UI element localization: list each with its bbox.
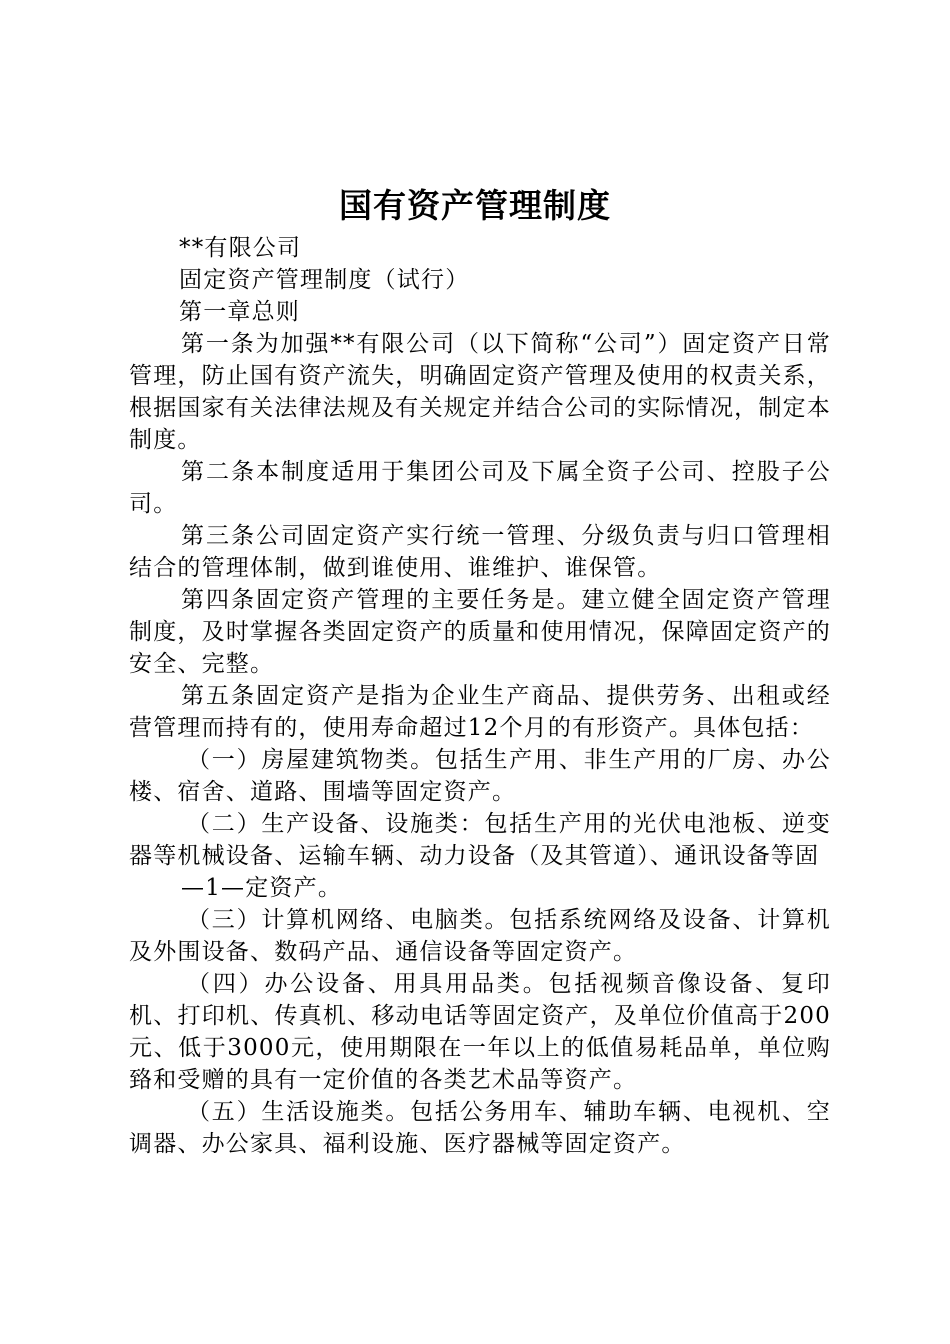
document-title: 国有资产管理制度 (339, 186, 611, 225)
category-item-4: （四）办公设备、用具用品类。包括视频音像设备、复印机、打印机、传真机、移动电话等固定资产，及单位价值高于200元、低于3000元，使用期限在一年以上的低值易耗品单，单位购臵和受赠的具有一定价值的各类艺术品等资产。 (129, 971, 831, 1093)
article-3: 第三条公司固定资产实行统一管理、分级负责与归口管理相结合的管理体制，做到谁使用、谁维护、谁保管。 (129, 523, 831, 581)
page-number-line: —1—定资产。 (181, 875, 343, 901)
article-5: 第五条固定资产是指为企业生产商品、提供劳务、出租或经营管理而持有的，使用寿命超过12个月的有形资产。具体包括： (129, 683, 831, 741)
company-name-line: **有限公司 (179, 235, 302, 261)
document-body (129, 232, 831, 1160)
article-4: 第四条固定资产管理的主要任务是。建立健全固定资产管理制度，及时掌握各类固定资产的质量和使用情况，保障固定资产的安全、完整。 (129, 587, 831, 677)
article-2: 第二条本制度适用于集团公司及下属全资子公司、控股子公司。 (129, 459, 831, 517)
category-item-5: （五）生活设施类。包括公务用车、辅助车辆、电视机、空调器、办公家具、福利设施、医疗器械等固定资产。 (129, 1099, 831, 1157)
chapter-heading: 第一章总则 (179, 299, 300, 325)
category-item-3: （三）计算机网络、电脑类。包括系统网络及设备、计算机及外围设备、数码产品、通信设备等固定资产。 (129, 907, 831, 965)
category-item-2: （二）生产设备、设施类：包括生产用的光伏电池板、逆变器等机械设备、运输车辆、动力设备（及其管道）、通讯设备等固 (129, 811, 831, 869)
article-1: 第一条为加强**有限公司（以下简称“公司”）固定资产日常管理，防止国有资产流失，明确固定资产管理及使用的权责关系，根据国家有关法律法规及有关规定并结合公司的实际情况，制定本制度。 (129, 331, 831, 453)
category-item-1: （一）房屋建筑物类。包括生产用、非生产用的厂房、办公楼、宿舍、道路、围墙等固定资产。 (129, 747, 831, 805)
regulation-subtitle: 固定资产管理制度（试行） (179, 267, 470, 293)
